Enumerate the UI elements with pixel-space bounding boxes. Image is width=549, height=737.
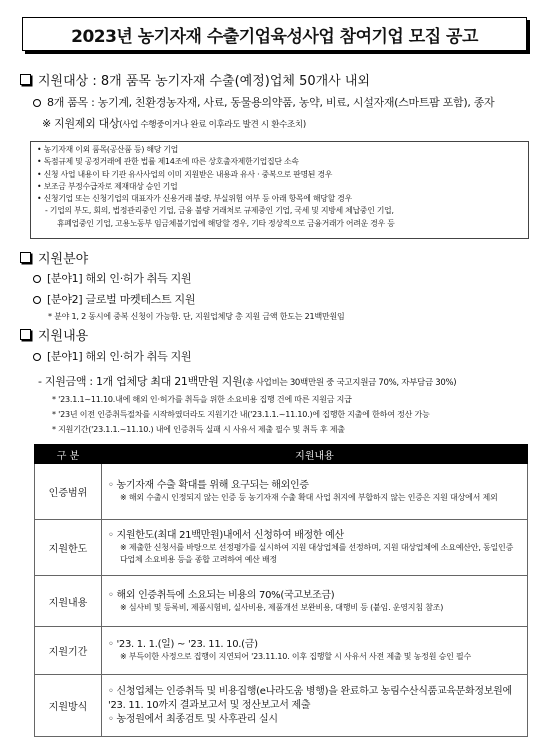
row-label: 지원방식 — [35, 675, 102, 737]
table-row — [35, 675, 528, 737]
row-main: ◦ 신청업체는 인증취득 및 비용집행(e나라도움 병행)을 완료하고 농림수산식품교육문화정보원에 '23. 11. 10까지 결과보고서 및 정산보고서 제출 — [108, 686, 512, 711]
row-sub: ※ 심사비 및 등록비, 제품시험비, 실사비용, 제품개선 보완비용, 대행비 등 (붙임. 운영지침 참조) — [120, 602, 444, 612]
section-target — [20, 70, 370, 89]
section-field-heading: 지원분야 — [38, 252, 89, 267]
support-table — [34, 444, 528, 737]
exclusion-box — [30, 141, 529, 239]
row-main: ◦ 지원한도(최대 21백만원)내에서 신청하여 배정한 예산 — [108, 530, 344, 541]
amount-note: * '23년 이전 인증취득절차를 시작하였더라도 지원기간 내('23.1.1.~11.10.)에 집행한 지출에 한하여 정산 가능 — [52, 410, 430, 419]
section-target-heading: 지원대상 : 8개 품목 농기자재 수출(예정)업체 50개사 내외 — [38, 74, 370, 89]
section-content-heading: 지원내용 — [38, 329, 89, 344]
exclusion-item: • 신청 사업 내용이 타 기관 유사사업의 이미 지원받은 내용과 유사 · 중복으로 판명된 경우 — [37, 169, 333, 179]
page-title: 2023년 농기자재 수출기업육성사업 참여기업 모집 공고 — [22, 17, 527, 51]
circle-bullet-icon — [33, 275, 41, 283]
table-header-row — [35, 445, 528, 464]
row-main: ◦ 농정원에서 최종검토 및 사후관리 실시 — [108, 714, 278, 725]
reference-mark-icon: ※ — [42, 117, 55, 130]
field-note: * 분야 1, 2 동시에 중복 신청이 가능함. 단, 지원업체당 총 지원 금액 한도는 21백만원임 — [48, 312, 345, 321]
exclusion-item: • 신청기업 또는 신청기업의 대표자가 신용거래 불량, 부실위험 여부 등 아래 항목에 해당할 경우 — [37, 194, 352, 204]
row-sub: ※ 해외 수출시 인정되지 않는 인증 등 농기자재 수출 확대 사업 취지에 부합하지 않는 인증은 지원 대상에서 제외 — [120, 493, 498, 502]
table-row — [35, 520, 528, 576]
exclusion-item: • 독점규제 및 공정거래에 관한 법률 제14조에 따른 상호출자제한기업집단 소속 — [37, 157, 299, 167]
square-bullet-icon — [20, 329, 31, 340]
row-label: 지원한도 — [35, 520, 102, 576]
square-bullet-icon — [20, 74, 31, 85]
row-label: 인증범위 — [35, 464, 102, 520]
circle-bullet-icon — [33, 99, 41, 107]
amount-line: - 지원금액 : 1개 업체당 최대 21백만원 지원(총 사업비는 30백만원 중 국고지원금 70%, 자부담금 30%) — [38, 375, 457, 388]
row-sub: ※ 부득이한 사정으로 집행이 지연되어 '23.11.10. 이후 집행할 시 사유서 사전 제출 및 농정원 승인 필수 — [120, 652, 472, 661]
square-bullet-icon — [20, 252, 31, 263]
table-row — [35, 464, 528, 520]
exclude-line: ※ 지원제외 대상(사업 수행중이거나 완료 이후라도 발견 시 환수조치) — [42, 117, 306, 130]
table-row — [35, 627, 528, 675]
row-main: ◦ 농기자재 수출 확대를 위해 요구되는 해외인증 — [108, 480, 309, 491]
circle-bullet-icon — [33, 296, 41, 304]
circle-bullet-icon — [33, 353, 41, 361]
row-label: 지원내용 — [35, 576, 102, 627]
section-content — [20, 325, 88, 344]
table-row — [35, 576, 528, 627]
exclusion-item: • 농기자재 이외 품목(공산품 등) 해당 기업 — [37, 145, 179, 154]
table-header-cell: 지원내용 — [102, 445, 528, 464]
exclusion-item: 휴폐업중인 기업, 고용노동부 임금체불기업에 해당할 경우, 기타 정상적으로 금융거래가 어려운 경우 등 — [57, 218, 395, 228]
items-line: 8개 품목 : 농기계, 친환경농자재, 사료, 동물용의약품, 농약, 비료, 시설자재(스마트팜 포함), 종자 — [33, 94, 494, 110]
field-item-1: [분야1] 해외 인·허가 취득 지원 — [33, 270, 191, 286]
section-field — [20, 248, 88, 267]
content-item: [분야1] 해외 인·허가 취득 지원 — [33, 348, 191, 364]
amount-note: * 지원기간('23.1.1.~11.10.) 내에 인증취득 실패 시 사유서 제출 필수 및 취득 후 제출 — [52, 425, 345, 434]
exclusion-item: • 보조금 부정수급자로 제재대상 승인 기업 — [37, 181, 178, 191]
row-label: 지원기간 — [35, 627, 102, 675]
exclusion-item: - 기업의 부도, 회의, 법정관리중인 기업, 금융 불량 거래처로 규제중인 기업, 국세 및 지방세 체납중인 기업, — [45, 206, 394, 216]
table-header-cell: 구 분 — [35, 445, 102, 464]
row-sub: ※ 제출한 신청서를 바탕으로 선정평가를 실시하여 지원 대상업체를 선정하며, 지원 대상업체에 소요예산안, 동일인증 다업체 소요비용 등을 종합 고려하여 예산 배정 — [120, 543, 514, 564]
amount-note: * '23.1.1~11.10.내에 해외 인·허가를 취득을 위한 소요비용 집행 건에 따른 지원금 지급 — [52, 395, 352, 404]
row-main: ◦ '23. 1. 1.(일) ~ '23. 11. 10.(금) — [108, 639, 258, 650]
field-item-2: [분야2] 글로벌 마켓테스트 지원 — [33, 291, 195, 307]
row-main: ◦ 해외 인증취득에 소요되는 비용의 70%(국고보조금) — [108, 589, 335, 601]
